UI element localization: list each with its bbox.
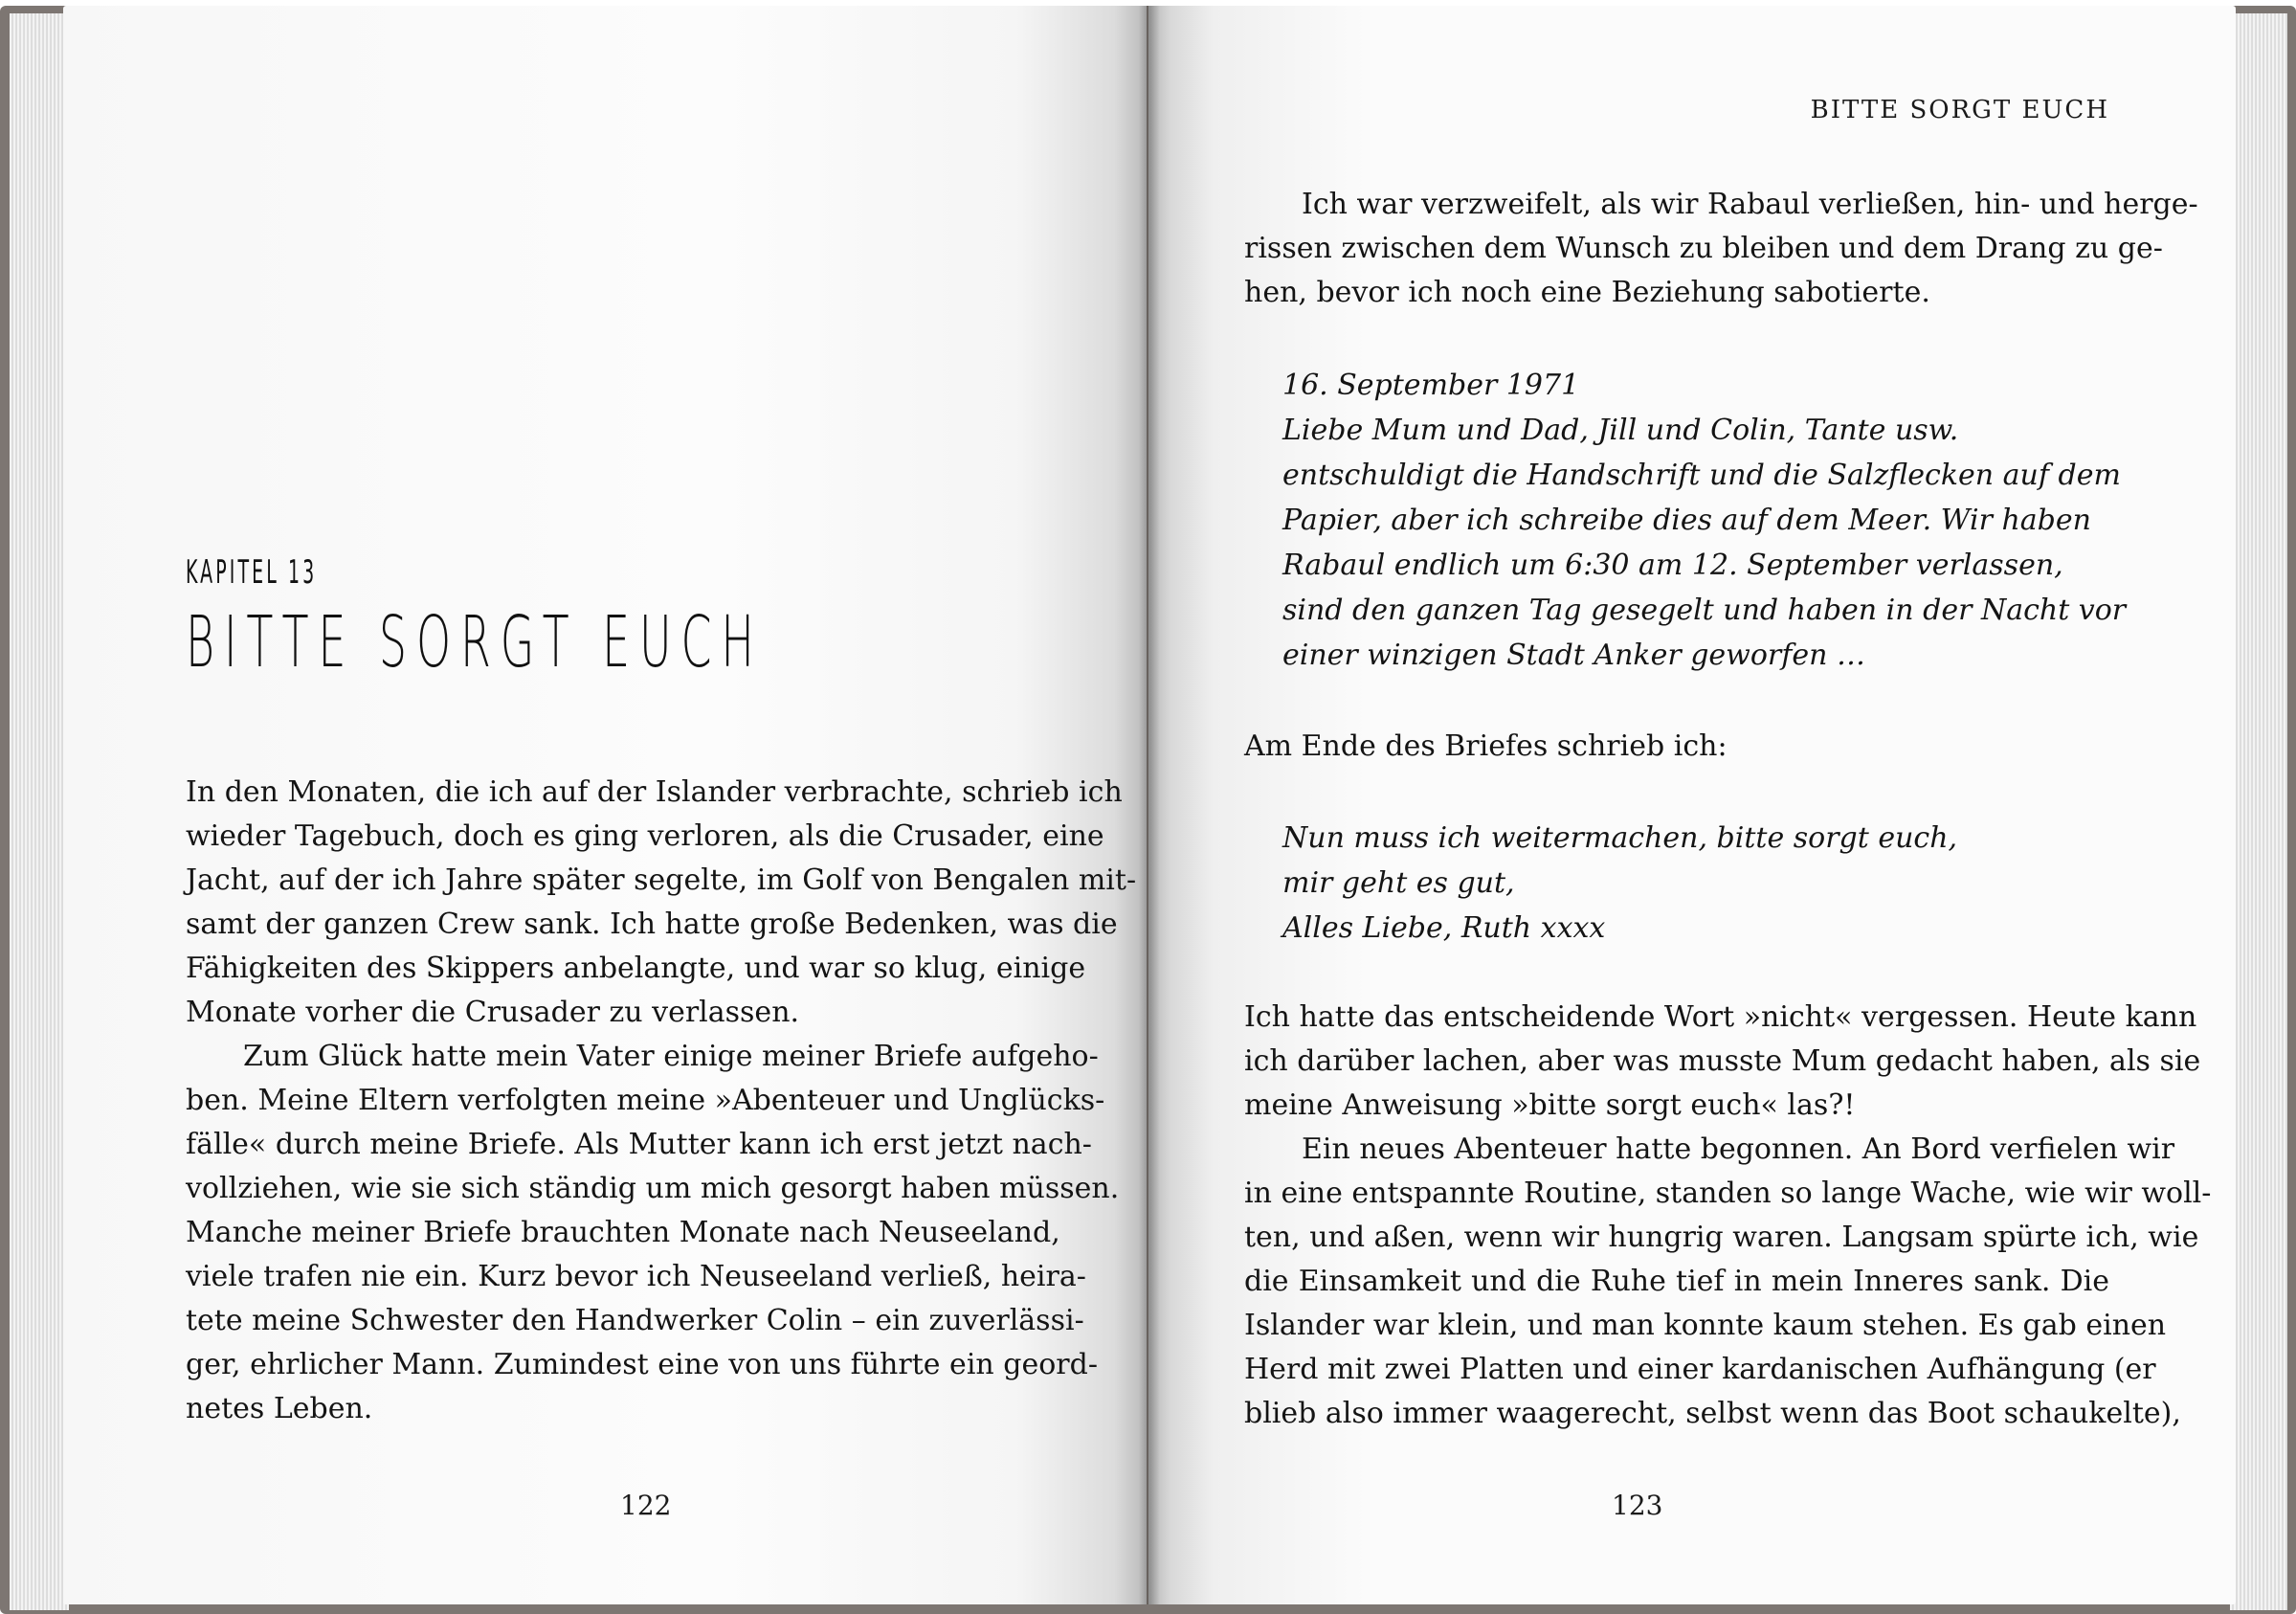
text-line: In den Monaten, die ich auf der Islander verbrachte, schrieb ich [186,775,1123,809]
text-line: wieder Tagebuch, doch es ging verloren, als die Crusader, eine [186,819,1104,853]
right-intro-text [1244,183,2198,315]
text-line: die Einsamkeit und die Ruhe tief in mein Inneres sank. Die [1244,1265,2109,1298]
letter-line: 16. September 1971 [1282,369,1580,402]
letter-line: Rabaul endlich um 6:30 am 12. September verlassen, [1282,549,2063,582]
closing-line: Alles Liebe, Ruth xxxx [1282,911,1606,945]
text-line: netes Leben. [186,1392,373,1425]
text-line: Ich war verzweifelt, als wir Rabaul verließen, hin- und herge- [1302,188,2198,221]
text-line: blieb also immer waagerecht, selbst wenn das Boot schaukelte), [1244,1397,2181,1430]
letter-closing [1282,816,1957,951]
text-line: viele trafen nie ein. Kurz bevor ich Neuseeland verließ, heira- [186,1260,1086,1293]
running-head: BITTE SORGT EUCH [1810,96,2109,124]
letter-quote [1282,363,2126,678]
text-line: Ein neues Abenteuer hatte begonnen. An Bord verfielen wir [1302,1132,2175,1166]
text-line: in eine entspannte Routine, standen so lange Wache, wie wir woll- [1244,1177,2212,1210]
letter-line: Liebe Mum und Dad, Jill und Colin, Tante usw. [1282,414,1959,447]
text-line: vollziehen, wie sie sich ständig um mich gesorgt haben müssen. [186,1172,1120,1205]
letter-line: Papier, aber ich schreibe dies auf dem Meer. Wir haben [1282,504,2091,537]
page-number-right: 123 [1612,1490,1663,1521]
left-body-text [186,771,1137,1431]
letter-line: einer winzigen Stadt Anker geworfen … [1282,639,1865,672]
spine-gutter [1139,6,1160,1604]
text-line: ten, und aßen, wenn wir hungrig waren. Langsam spürte ich, wie [1244,1221,2199,1254]
closing-line: Nun muss ich weitermachen, bitte sorgt euch, [1282,821,1958,855]
text-line: Jacht, auf der ich Jahre später segelte, im Golf von Bengalen mit- [186,863,1137,897]
text-line: Fähigkeiten des Skippers anbelangte, und war so klug, einige [186,952,1086,985]
text-line: Islander war klein, und man konnte kaum stehen. Es gab einen [1244,1309,2167,1342]
closing-intro: Am Ende des Briefes schrieb ich: [1244,729,1728,763]
text-line: fälle« durch meine Briefe. Als Mutter kann ich erst jetzt nach- [186,1128,1092,1161]
text-line: Monate vorher die Crusader zu verlassen. [186,996,800,1029]
text-line: samt der ganzen Crew sank. Ich hatte große Bedenken, was die [186,908,1118,941]
text-line: Manche meiner Briefe brauchten Monate nach Neuseeland, [186,1216,1060,1249]
letter-line: entschuldigt die Handschrift und die Salzflecken auf dem [1282,459,2121,492]
text-line: Herd mit zwei Platten und einer kardanischen Aufhängung (er [1244,1353,2156,1386]
page-number-left: 122 [620,1490,672,1521]
right-body-text [1244,996,2212,1436]
text-line: tete meine Schwester den Handwerker Colin – ein zuverlässi- [186,1304,1084,1337]
text-line: Zum Glück hatte mein Vater einige meiner Briefe aufgeho- [243,1040,1099,1073]
text-line: ger, ehrlicher Mann. Zumindest eine von uns führte ein geord- [186,1348,1098,1381]
text-line: ich darüber lachen, aber was musste Mum gedacht haben, als sie [1244,1044,2201,1078]
text-line: hen, bevor ich noch eine Beziehung sabotierte. [1244,276,1930,309]
chapter-label: KAPITEL 13 [186,553,318,592]
closing-line: mir geht es gut, [1282,866,1515,900]
text-line: rissen zwischen dem Wunsch zu bleiben und dem Drang zu ge- [1244,232,2163,265]
letter-line: sind den ganzen Tag gesegelt und haben in der Nacht vor [1282,594,2127,627]
text-line: ben. Meine Eltern verfolgten meine »Abenteuer und Unglücks- [186,1084,1105,1117]
page-edges-right [2230,13,2287,1610]
page-edges-left [10,13,69,1610]
text-line: Ich hatte das entscheidende Wort »nicht« vergessen. Heute kann [1244,1000,2197,1034]
chapter-title: BITTE SORGT EUCH [186,601,764,684]
text-line: meine Anweisung »bitte sorgt euch« las?! [1244,1088,1856,1122]
